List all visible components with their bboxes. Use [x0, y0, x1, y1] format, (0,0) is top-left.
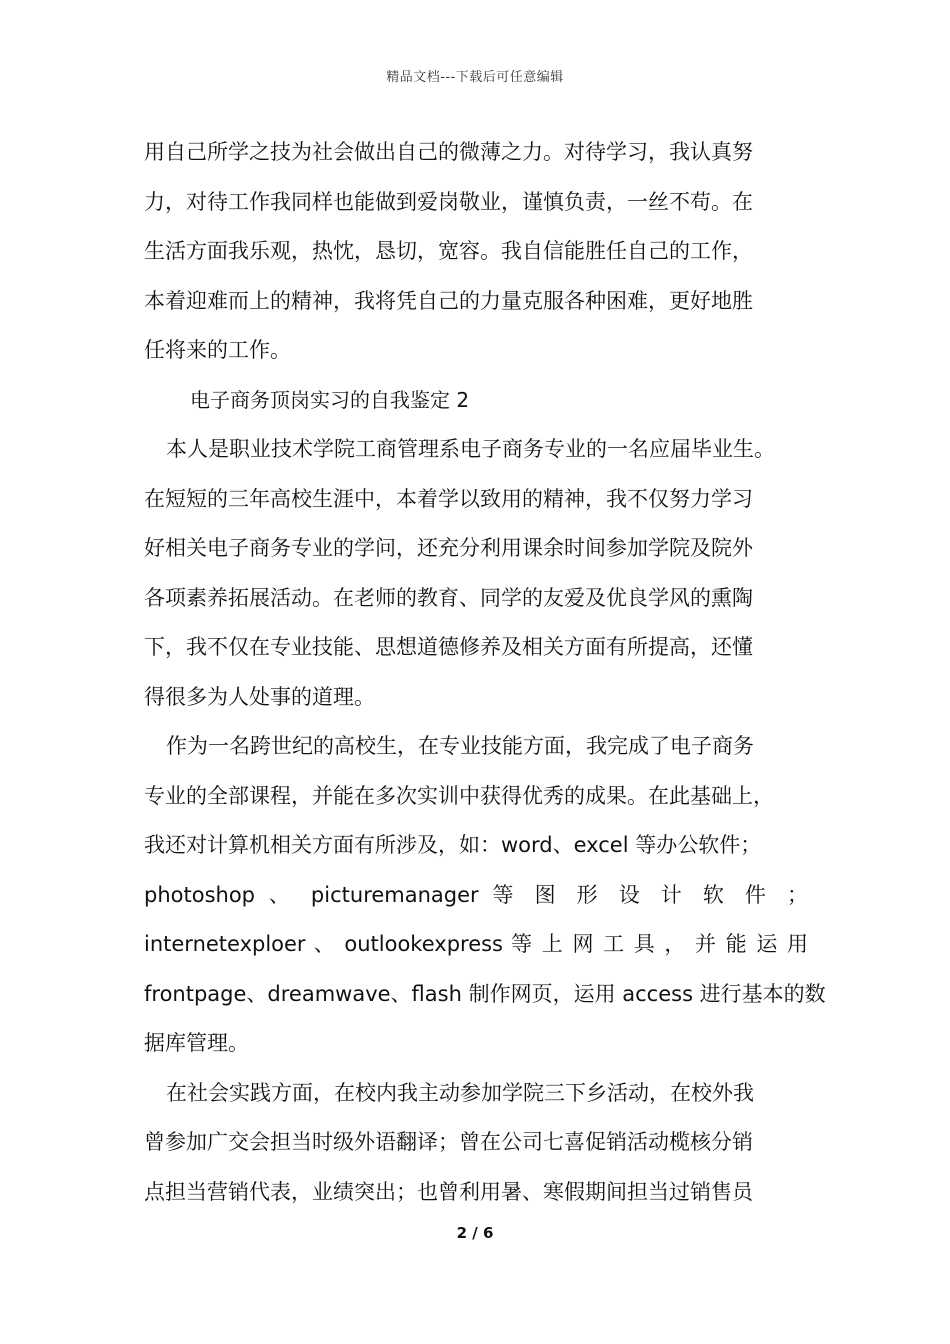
document-body — [144, 128, 826, 1217]
text-line: 专业的全部课程，并能在多次实训中获得优秀的成果。在此基础上， — [144, 783, 774, 808]
text-line: frontpage、dreamwave、flash 制作网页，运用 access 进行基本的数 — [144, 981, 826, 1006]
text-line: 在短短的三年高校生涯中，本着学以致用的精神，我不仅努力学习 — [144, 486, 753, 511]
page-indicator: 2 / 6 — [456, 1224, 494, 1242]
page-header: 精品文档---下载后可任意编辑 — [386, 70, 564, 85]
text-line: 我还对计算机相关方面有所涉及，如：word、excel 等办公软件； — [144, 833, 762, 857]
text-line: 好相关电子商务专业的学问，还充分利用课余时间参加学院及院外 — [144, 536, 753, 560]
text-line: 任将来的工作。 — [144, 338, 291, 362]
text-line: 点担当营销代表，业绩突出；也曾利用暑、寒假期间担当过销售员 — [144, 1179, 753, 1204]
text-line: 本人是职业技术学院工商管理系电子商务专业的一名应届毕业生。 — [166, 437, 775, 461]
text-line: 用自己所学之技为社会做出自己的微薄之力。对待学习，我认真努 — [144, 140, 753, 164]
text-line: 曾参加广交会担当时级外语翻译；曾在公司七喜促销活动榄核分销 — [144, 1130, 753, 1154]
text-line: 得很多为人处事的道理。 — [144, 684, 375, 709]
text-line: photoshop 、 picturemanager 等 图 形 设 计 软 件 ； — [144, 882, 808, 907]
text-line: internetexploer 、 outlookexpress 等 上 网 工 具 ， 并 能 运 用 — [144, 932, 808, 956]
text-line: 作为一名跨世纪的高校生，在专业技能方面，我完成了电子商务 — [166, 734, 754, 758]
text-line: 下，我不仅在专业技能、思想道德修养及相关方面有所提高，还懂 — [144, 635, 753, 659]
text-line: 据库管理。 — [144, 1031, 249, 1055]
text-line: 本着迎难而上的精神，我将凭自己的力量克服各种困难，更好地胜 — [144, 288, 753, 313]
section-title: 电子商务顶岗实习的自我鉴定 2 — [190, 387, 470, 412]
text-line: 在社会实践方面，在校内我主动参加学院三下乡活动，在校外我 — [166, 1080, 754, 1105]
text-line: 生活方面我乐观，热忱，恳切，宽容。我自信能胜任自己的工作， — [144, 239, 753, 263]
text-line: 各项素养拓展活动。在老师的教育、同学的友爱及优良学风的熏陶 — [144, 585, 753, 610]
text-line: 力，对待工作我同样也能做到爱岗敬业，谨慎负责，一丝不苟。在 — [144, 189, 753, 214]
